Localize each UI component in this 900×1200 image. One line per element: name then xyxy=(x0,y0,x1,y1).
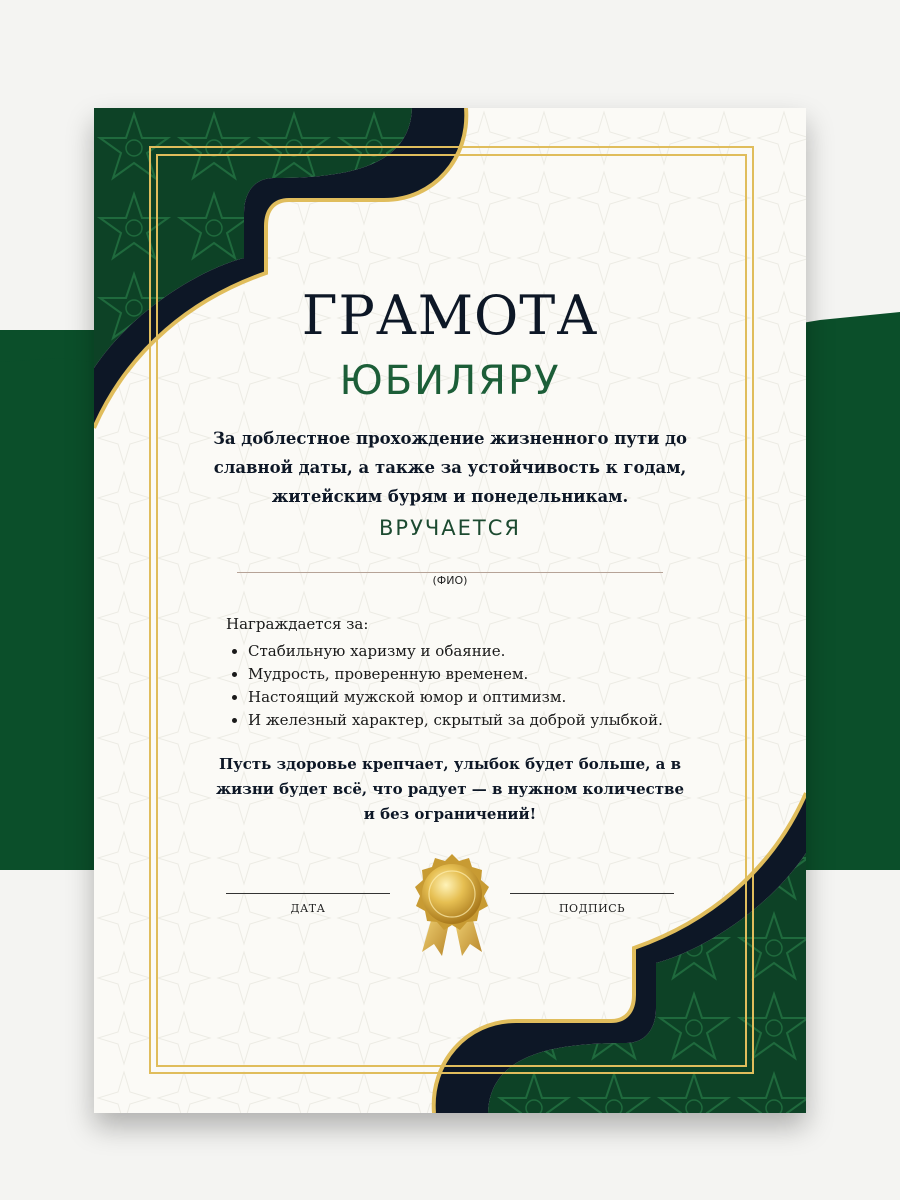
presented-label: ВРУЧАЕТСЯ xyxy=(379,516,521,540)
list-item: • Настоящий мужской юмор и оптимизм. xyxy=(248,686,706,709)
certificate-subtitle: ЮБИЛЯРУ xyxy=(339,358,561,404)
list-item: • Стабильную харизму и обаяние. xyxy=(248,640,706,663)
name-field-caption: (ФИО) xyxy=(432,574,468,587)
name-field-line[interactable] xyxy=(237,572,663,573)
signature-field-line[interactable] xyxy=(510,893,674,894)
certificate-sheet xyxy=(94,108,806,1113)
award-heading: Награждается за: xyxy=(226,615,369,633)
list-item: • Мудрость, проверенную временем. xyxy=(248,663,706,686)
certificate-title: ГРАМОТА xyxy=(301,284,599,347)
award-reasons xyxy=(226,614,706,732)
gold-medal-rosette-icon xyxy=(406,848,498,960)
signature-label: ПОДПИСЬ xyxy=(558,902,626,915)
date-field-line[interactable] xyxy=(226,893,390,894)
award-list xyxy=(226,640,706,732)
date-label: ДАТА xyxy=(290,902,326,915)
list-item: • И железный характер, скрытый за доброй улыбкой. xyxy=(248,709,706,732)
intro-text: За доблестное прохождение жизненного пути до славной даты, а также за устойчивость к годам, житейским бурям и понедельникам. xyxy=(212,429,688,506)
wish-text: Пусть здоровье крепчает, улыбок будет больше, а в жизни будет всё, что радует — в нужном количестве и без ограничений! xyxy=(215,755,685,823)
